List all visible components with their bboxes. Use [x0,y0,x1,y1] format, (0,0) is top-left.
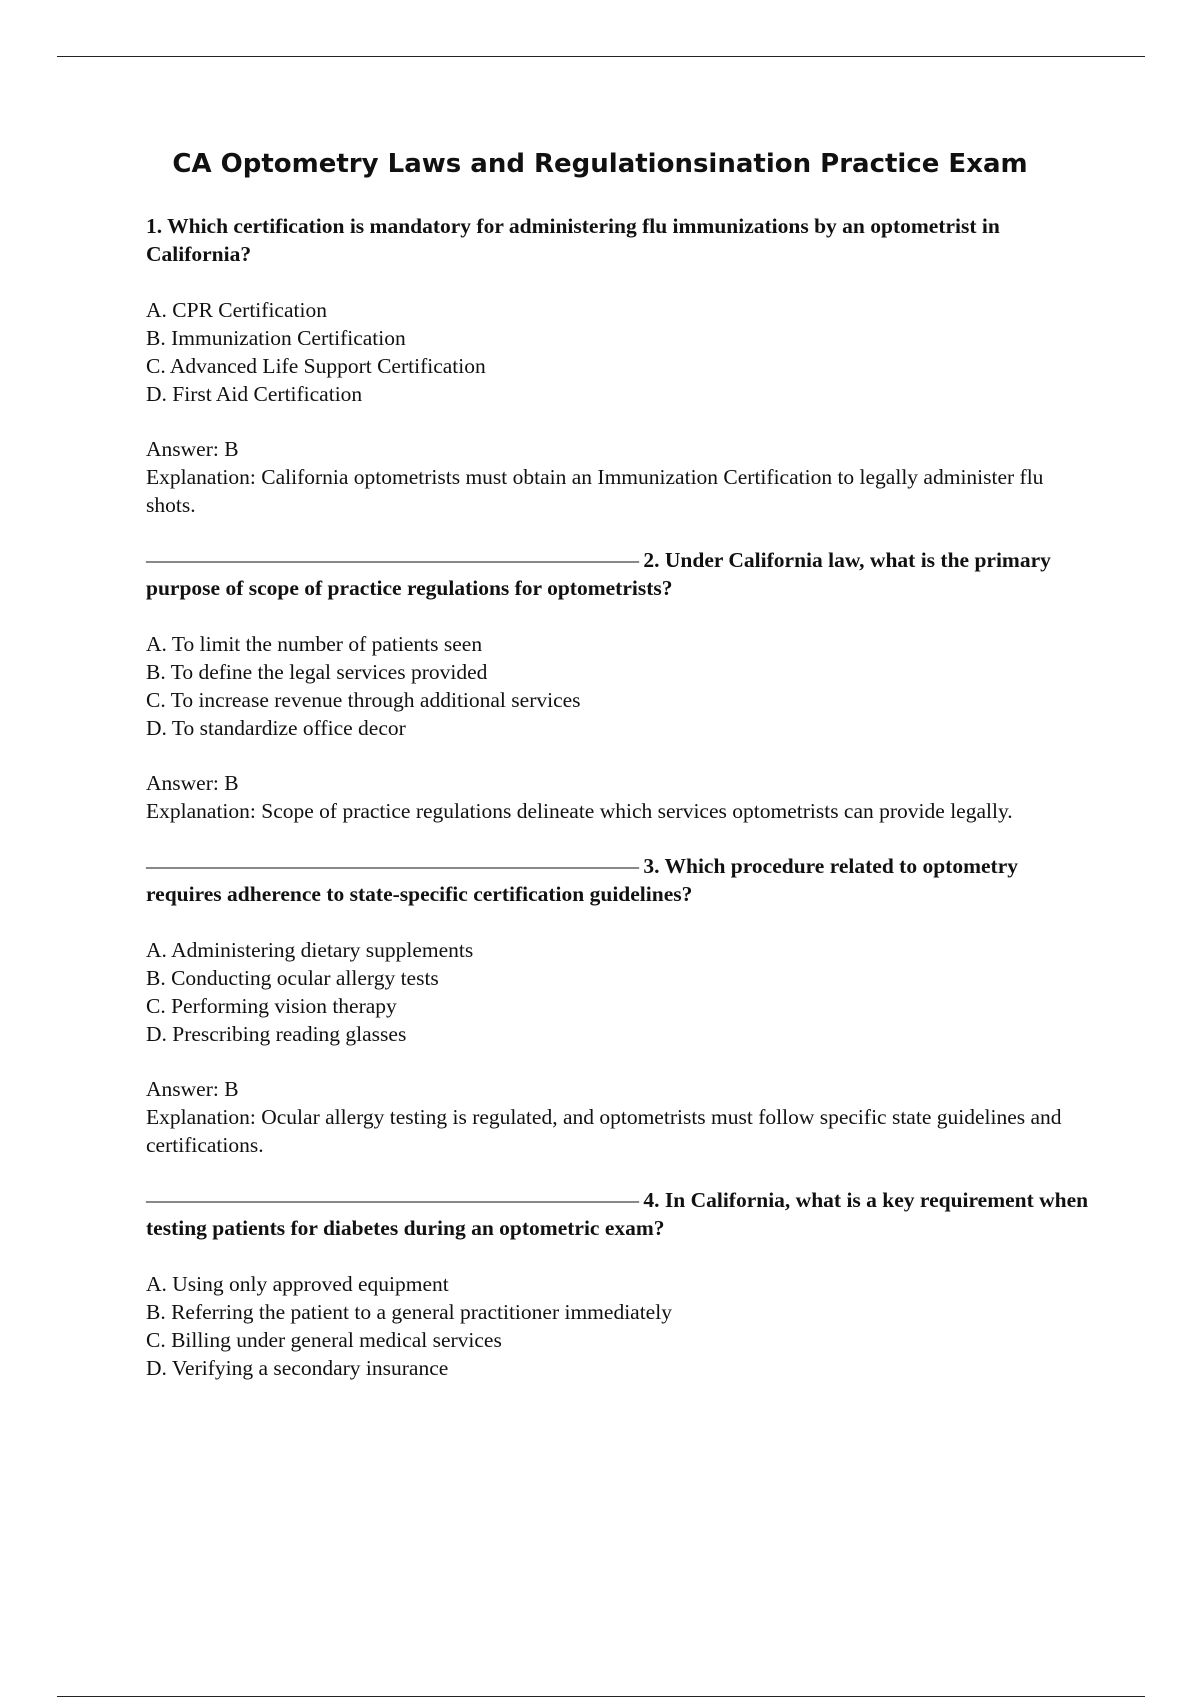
bottom-rule [57,1696,1145,1697]
options-list [146,296,1091,408]
explanation-text: Explanation: California optometrists must obtain an Immunization Certification to legally administer flu shots. [146,465,1044,517]
question-block [146,1186,1091,1382]
explanation-text: Explanation: Ocular allergy testing is regulated, and optometrists must follow specific state guidelines and certifications. [146,1105,1062,1157]
top-rule [57,56,1145,57]
option-item: D. To standardize office decor [146,716,406,740]
option-item: A. Using only approved equipment [146,1272,449,1296]
option-item: D. Verifying a secondary insurance [146,1356,449,1380]
page-title: CA Optometry Laws and Regulationsination Practice Exam [172,149,1028,179]
separator-line: ———————————————————————— [146,548,638,572]
option-item: B. Referring the patient to a general practitioner immediately [146,1300,672,1324]
option-item: D. First Aid Certification [146,382,363,406]
question-block [146,546,1091,825]
answer-text: Answer: B [146,771,239,795]
question-text [146,852,1091,908]
answer-text: Answer: B [146,1077,239,1101]
options-list [146,630,1091,742]
options-list [146,936,1091,1048]
option-item: A. To limit the number of patients seen [146,632,483,656]
question-label: 4. In California, what is a key requirement when testing patients for diabetes during an optometric exam? [146,1188,1089,1240]
question-label: 3. Which procedure related to optometry requires adherence to state-specific certification guidelines? [146,854,1018,906]
explanation-text: Explanation: Scope of practice regulations delineate which services optometrists can provide legally. [146,799,1013,823]
question-block [146,852,1091,1159]
option-item: C. Advanced Life Support Certification [146,354,486,378]
option-item: B. Conducting ocular allergy tests [146,966,439,990]
option-item: C. To increase revenue through additional services [146,688,581,712]
options-list [146,1270,1091,1382]
question-text [146,1186,1091,1242]
option-item: D. Prescribing reading glasses [146,1022,407,1046]
separator-line: ———————————————————————— [146,1188,638,1212]
option-item: C. Billing under general medical services [146,1328,502,1352]
option-item: A. CPR Certification [146,298,327,322]
question-text [146,212,1091,268]
question-label: 1. Which certification is mandatory for administering flu immunizations by an optometrist in California? [146,214,1000,266]
exam-content [146,212,1091,1409]
answer-text: Answer: B [146,437,239,461]
option-item: B. To define the legal services provided [146,660,488,684]
option-item: A. Administering dietary supplements [146,938,474,962]
question-label: 2. Under California law, what is the primary purpose of scope of practice regulations for optometrists? [146,548,1051,600]
option-item: B. Immunization Certification [146,326,406,350]
separator-line: ———————————————————————— [146,854,638,878]
option-item: C. Performing vision therapy [146,994,397,1018]
question-text [146,546,1091,602]
question-block [146,212,1091,519]
